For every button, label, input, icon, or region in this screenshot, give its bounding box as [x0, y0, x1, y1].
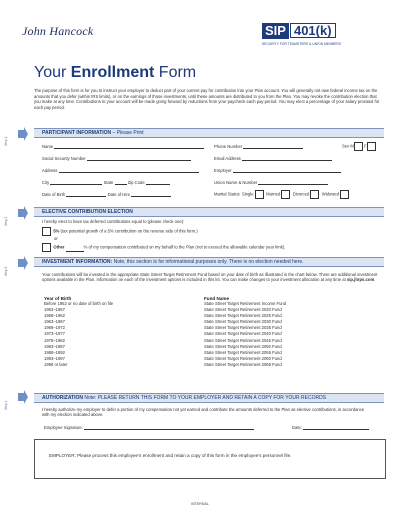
step-arrow-icon — [18, 127, 28, 141]
phone-label: Phone Number — [214, 144, 243, 149]
name-field[interactable] — [42, 144, 204, 149]
sex-f-label: F — [364, 143, 367, 149]
step-2-label: Step 2 — [4, 216, 8, 226]
fund-name-cell: State Street Target Retirement 2055 Fund — [204, 349, 282, 355]
email-field[interactable] — [214, 156, 332, 161]
option-other-bold: Other — [53, 244, 65, 250]
participant-section-note: – Please Print — [111, 130, 144, 136]
option-other — [42, 243, 285, 252]
union-label: Union Name & Number — [214, 180, 258, 185]
or-text: or — [54, 236, 58, 241]
city-state-zip-field[interactable] — [42, 180, 170, 185]
year-of-birth-cell: 1978–1982 — [44, 337, 65, 343]
investment-paragraph: Your contributions will be invested in the appropriate State Street Target Retirement Fund based on your date of birth as illustrated in the chart below. There are additional investment options available in the Plan. Information on each of the investment options is included in this kit. You can make changes to your investment allocation at any time at — [42, 272, 378, 283]
city-label: City — [42, 180, 50, 185]
title-suffix: Form — [154, 64, 197, 81]
marital-married-label: Married — [266, 191, 281, 197]
footer-label: INTERNAL — [191, 502, 209, 506]
year-of-birth-cell: 1973–1977 — [44, 331, 65, 337]
marital-married-checkbox[interactable] — [281, 190, 290, 199]
intro-paragraph: The purpose of this form is for you to instruct your employer to deduct part of your current pay for contribution into your Plan account. You will generally not owe federal income tax on the amounts that you defer (within IRS limits), or on the earnings of those investments, until these amounts are distributed to you from the Plan. You may revoke the contribution election that you make at any time. Contributions to your account will be made going forward by reductions from your paycheck each pay period. You may elect a percentage of your salary prorated for each pay period. — [34, 88, 380, 110]
employer-field[interactable] — [214, 168, 341, 173]
sex-m-label: M — [350, 143, 354, 149]
authorization-section-title: AUTHORIZATION — [42, 395, 84, 401]
authorization-section-note: Note: PLEASE RETURN THIS FORM TO YOUR EMPLOYER AND RETAIN A COPY FOR YOUR RECORDS — [83, 395, 327, 401]
john-hancock-logo: John Hancock — [22, 24, 94, 38]
year-of-birth-cell: 1998 or later — [44, 361, 68, 367]
phone-field[interactable] — [214, 144, 303, 149]
dob-label: Date of Birth — [42, 192, 66, 197]
marital-status-label: Marital Status — [214, 191, 240, 197]
fund-name-cell: State Street Target Retirement 2020 Fund — [204, 307, 282, 313]
authorization-text: I hereby authorize my employer to defer a portion of my compensation not yet earned and contribute the amounts deferred to the Plan as elective contributions, in accordance with my election indicated above. — [42, 407, 365, 418]
fund-name-cell: State Street Target Retirement 2045 Fund — [204, 337, 282, 343]
title-prefix: Your — [34, 64, 71, 81]
contribution-instruction: I hereby elect to have tax deferred contributions equal to (please check one): — [42, 219, 185, 224]
date-field[interactable] — [292, 425, 369, 430]
step-arrow-icon — [18, 206, 28, 220]
marital-divorced-checkbox[interactable] — [310, 190, 319, 199]
participant-section-header — [34, 128, 384, 138]
option-5-percent-bold: 5% — [53, 228, 60, 234]
marital-single-checkbox[interactable] — [255, 190, 264, 199]
col-fund-name: Fund Name — [204, 296, 230, 301]
name-label: Name — [42, 144, 54, 149]
year-of-birth-cell: 1993–1997 — [44, 355, 65, 361]
year-of-birth-cell: 1983–1987 — [44, 343, 65, 349]
fund-name-cell: State Street Target Retirement 2065 Fund — [204, 361, 282, 367]
ssn-field[interactable] — [42, 156, 191, 161]
marital-status-field — [214, 190, 349, 199]
col-year-of-birth: Year of Birth — [44, 296, 72, 301]
year-of-birth-cell: 1963–1967 — [44, 319, 65, 325]
option-other-text: % of my compensation contributed on my behalf to the Plan (not to exceed the allowable calendar year limit). — [83, 244, 286, 250]
fund-table — [44, 296, 344, 368]
signature-field[interactable] — [44, 425, 254, 430]
fund-name-cell: State Street Target Retirement 2050 Fund — [204, 343, 282, 349]
address-label: Address — [42, 168, 58, 173]
employer-note: EMPLOYER: Please process this employee’s enrollment and retain a copy of this form in the employee’s personnel file. — [49, 453, 292, 458]
address-field[interactable] — [42, 168, 199, 173]
logo-tagline: SECURITY FOR TEAMSTERS & UNION MEMBERS — [262, 42, 341, 46]
year-of-birth-cell: 1953–1957 — [44, 307, 65, 313]
step-arrow-icon — [18, 256, 28, 270]
option-5-percent — [42, 227, 198, 236]
date-label: Date: — [292, 425, 303, 430]
fund-name-cell: State Street Target Retirement 2035 Fund — [204, 325, 282, 331]
step-3-label: Step 3 — [4, 266, 8, 276]
sex-m-checkbox[interactable] — [354, 142, 363, 151]
fund-name-cell: State Street Target Retirement 2030 Fund — [204, 319, 282, 325]
sex-f-checkbox[interactable] — [367, 142, 376, 151]
investment-section-title: INVESTMENT INFORMATION: — [42, 259, 113, 265]
step-4-label: Step 4 — [4, 400, 8, 410]
sex-field — [342, 142, 376, 151]
employer-label: Employer — [214, 168, 232, 173]
participant-section-title: PARTICIPANT INFORMATION — [42, 130, 112, 136]
sip-401k-logo — [262, 22, 382, 46]
marital-single-label: Single — [241, 191, 254, 197]
year-of-birth-cell: Before 1952 or no date of birth on file — [44, 301, 114, 306]
zip-label: Zip Code — [127, 180, 145, 185]
investment-section-header — [34, 257, 384, 267]
fund-name-cell: State Street Target Retirement 2060 Fund — [204, 355, 282, 361]
page-title — [34, 64, 196, 82]
option-5-percent-checkbox[interactable] — [42, 227, 51, 236]
union-field[interactable] — [214, 180, 328, 185]
ssn-label: Social Security Number — [42, 156, 86, 161]
sex-label: Sex — [342, 143, 350, 149]
employer-note-box — [34, 439, 386, 479]
fund-name-cell: State Street Target Retirement 2025 Fund — [204, 313, 282, 319]
other-percent-input[interactable] — [66, 247, 84, 252]
sip-logo-text: SIP — [262, 23, 289, 39]
investment-url-link[interactable]: sip.jhrps.com — [346, 277, 375, 283]
fund-table-body — [44, 301, 344, 368]
email-label: Email Address — [214, 156, 241, 161]
dob-hire-field[interactable] — [42, 192, 171, 197]
state-label: State — [103, 180, 114, 185]
option-other-checkbox[interactable] — [42, 243, 51, 252]
step-arrow-icon — [18, 390, 28, 404]
fund-name-cell: State Street Target Retirement 2040 Fund — [204, 331, 282, 337]
option-5-percent-text: (tax potential growth of a 5% contribution on the reverse side of this form.) — [59, 228, 198, 234]
marital-widowed-checkbox[interactable] — [340, 190, 349, 199]
table-row — [44, 362, 344, 368]
step-1-label: Step 1 — [4, 136, 8, 146]
investment-text: Your contributions will be invested in the appropriate State Street Target Retirement Fund based on your date of birth as illustrated in the chart below. There are additional investment options available in the Plan. Information on each of the investment options is included in this kit. You can make changes to your investment allocation at any time at sip.jhrps.com. — [42, 272, 378, 283]
year-of-birth-cell: 1968–1972 — [44, 325, 65, 331]
contribution-section-header — [34, 207, 384, 217]
investment-section-note: Note, this section is for informational purposes only. There is no election needed here. — [112, 259, 304, 265]
title-bold: Enrollment — [70, 64, 155, 81]
year-of-birth-cell: 1958–1962 — [44, 313, 65, 319]
date-of-hire-label: Date of Hire — [107, 192, 130, 197]
contribution-section-title: ELECTIVE CONTRIBUTION ELECTION — [42, 209, 133, 215]
authorization-section-header — [34, 393, 384, 403]
year-of-birth-cell: 1988–1992 — [44, 349, 65, 355]
fund-name-cell: State Street Target Retirement Income Fund — [204, 301, 287, 306]
signature-label: Employee Signature: — [44, 425, 83, 430]
plan-logo-text: 401(k) — [290, 23, 336, 38]
marital-widowed-label: Widowed — [321, 191, 340, 197]
marital-divorced-label: Divorced — [292, 191, 310, 197]
